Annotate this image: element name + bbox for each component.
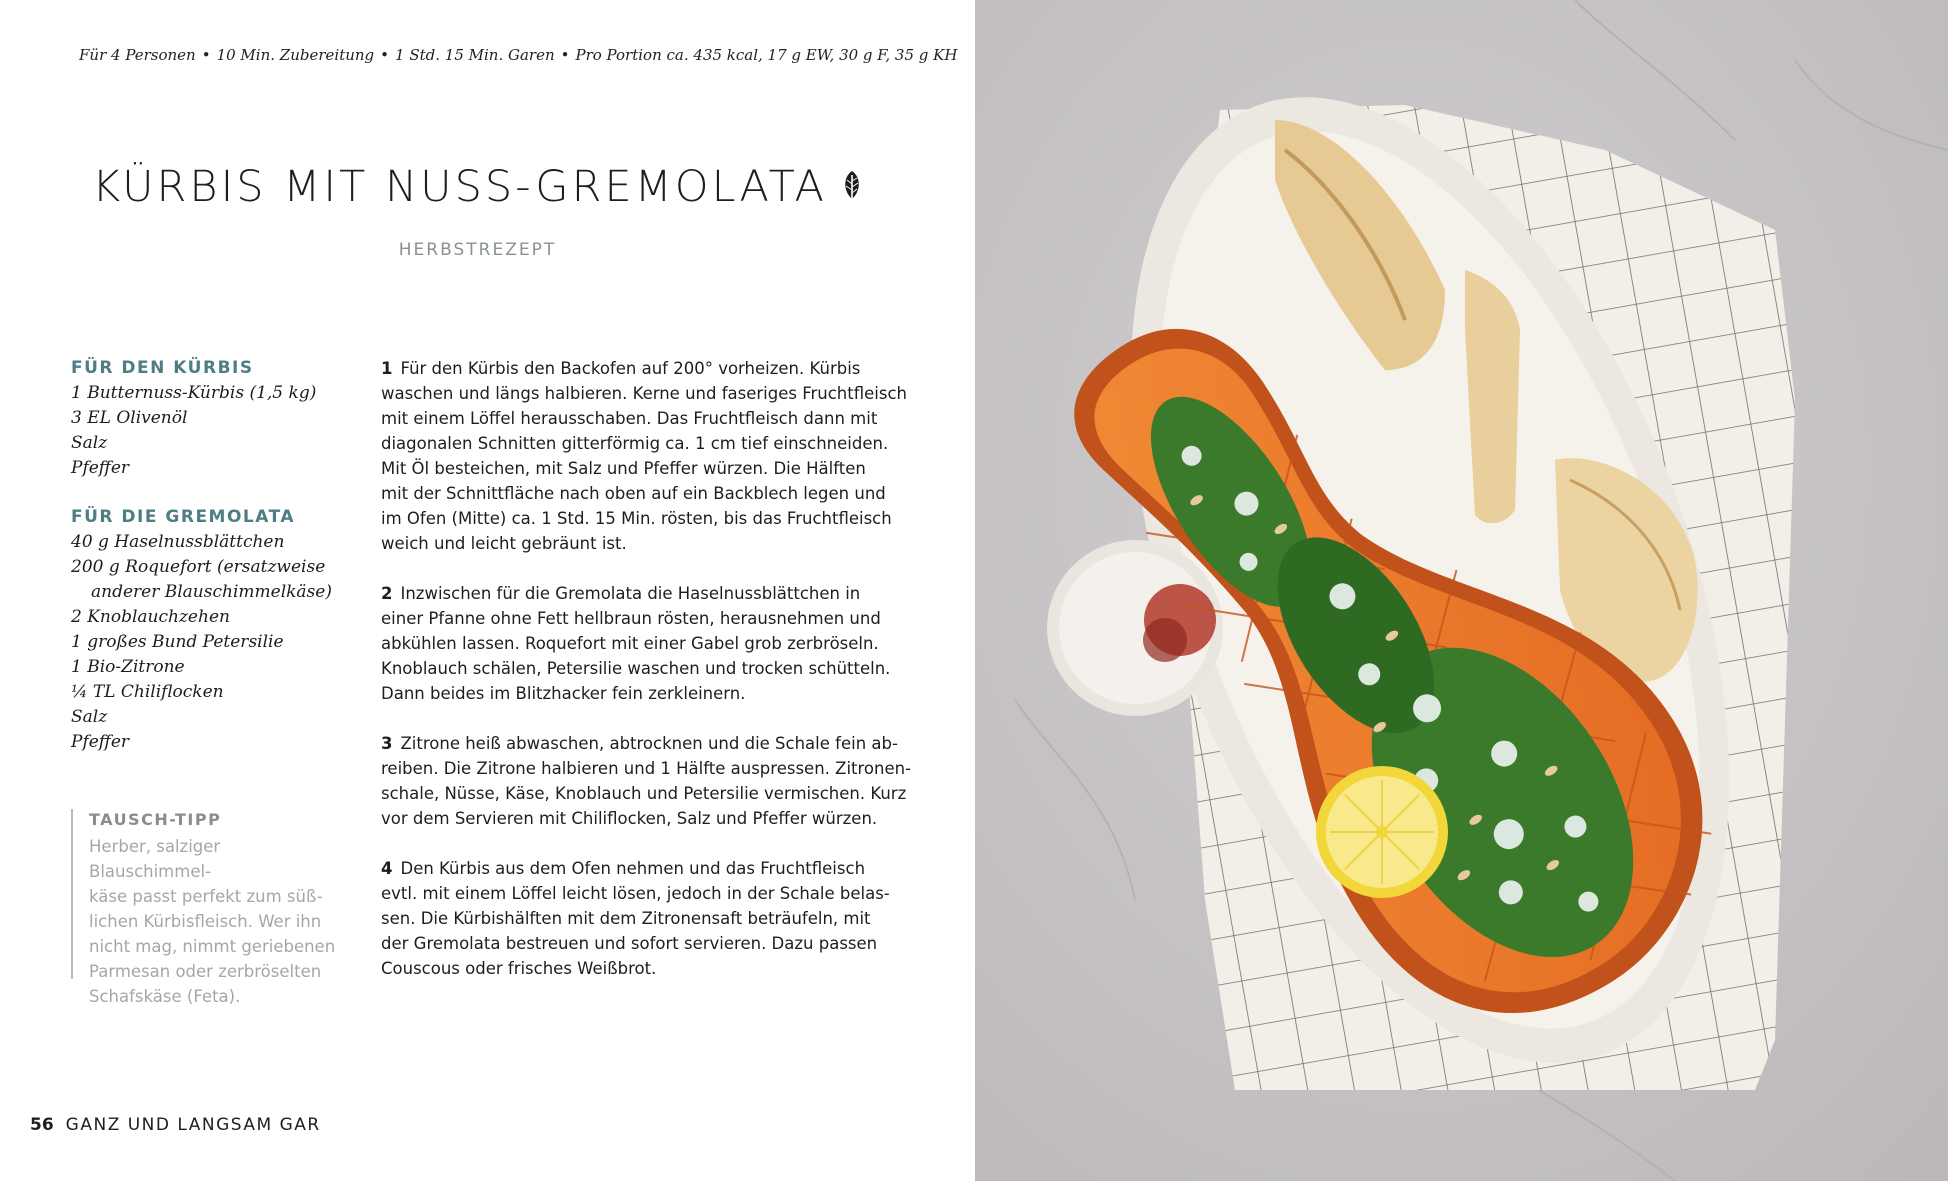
ingredient-item: Salz: [71, 433, 108, 453]
step-line: der Gremolata bestreuen und sofort servieren. Dazu passen: [381, 934, 878, 953]
ingredients-heading-pumpkin: FÜR DEN KÜRBIS: [71, 358, 254, 378]
step-line: einer Pfanne ohne Fett hellbraun rösten, herausnehmen und: [381, 609, 881, 628]
ingredient-item: 3 EL Olivenöl: [71, 408, 188, 428]
ingredient-item: 1 Bio-Zitrone: [71, 657, 185, 677]
tip-line: lichen Kürbisfleisch. Wer ihn: [89, 912, 322, 931]
tip-line: nicht mag, nimmt geriebenen: [89, 937, 336, 956]
ingredients-heading-gremolata: FÜR DIE GREMOLATA: [71, 507, 296, 527]
servings: Für 4 Personen: [79, 46, 196, 64]
ingredient-item: ¼ TL Chiliflocken: [71, 682, 224, 702]
food-illustration: [975, 0, 1948, 1181]
step-line: mit einem Löffel herausschaben. Das Fruchtfleisch dann mit: [381, 409, 878, 428]
step-line: im Ofen (Mitte) ca. 1 Std. 15 Min. rösten, bis das Fruchtfleisch: [381, 509, 892, 528]
recipe-subtitle: HERBSTREZEPT: [398, 240, 557, 260]
step-number: 4: [381, 859, 393, 878]
section-title: GANZ UND LANGSAM GAR: [65, 1115, 321, 1135]
step-line: Den Kürbis aus dem Ofen nehmen und das Fruchtfleisch: [400, 859, 866, 878]
step-4: [381, 856, 901, 981]
tip-line: Herber, salziger Blauschimmel-: [89, 837, 221, 881]
tip-line: käse passt perfekt zum süß-: [89, 887, 323, 906]
swap-tip-box: [71, 809, 341, 1006]
step-line: Couscous oder frisches Weißbrot.: [381, 959, 657, 978]
ingredient-item: 1 Butternuss-Kürbis (1,5 kg): [71, 383, 317, 403]
lemon-half: [1316, 766, 1448, 898]
step-number: 1: [381, 359, 393, 378]
ingredients-list-pumpkin: [71, 381, 361, 481]
ingredient-item: Salz: [71, 707, 108, 727]
ingredient-item: 40 g Haselnussblättchen: [71, 532, 285, 552]
separator-dot: •: [380, 46, 390, 64]
instructions-column: [381, 356, 912, 1006]
step-line: evtl. mit einem Löffel leicht lösen, jedoch in der Schale belas-: [381, 884, 890, 903]
ingredient-item: 1 großes Bund Petersilie: [71, 632, 284, 652]
step-number: 3: [381, 734, 393, 753]
step-1: [381, 356, 907, 556]
page-footer: [30, 1115, 321, 1135]
step-line: Zitrone heiß abwaschen, abtrocknen und die Schale fein ab-: [400, 734, 898, 753]
step-line: abkühlen lassen. Roquefort mit einer Gabel grob zerbröseln.: [381, 634, 879, 653]
step-line: Dann beides im Blitzhacker fein zerkleinern.: [381, 684, 746, 703]
step-line: sen. Die Kürbishälften mit dem Zitronensaft beträufeln, mit: [381, 909, 871, 928]
step-line: Inzwischen für die Gremolata die Haselnussblättchen in: [400, 584, 861, 603]
food-photo: [975, 0, 1948, 1181]
step-line: vor dem Servieren mit Chiliflocken, Salz und Pfeffer würzen.: [381, 809, 878, 828]
nutrition: Pro Portion ca. 435 kcal, 17 g EW, 30 g F, 35 g KH: [575, 46, 958, 64]
step-3: [381, 731, 912, 831]
ingredient-item: 2 Knoblauchzehen: [71, 607, 230, 627]
tip-line: Parmesan oder zerbröselten: [89, 962, 322, 981]
page-number: 56: [30, 1115, 54, 1135]
ingredient-item: anderer Blauschimmelkäse): [91, 582, 332, 602]
prep-time: 10 Min. Zubereitung: [216, 46, 375, 64]
step-line: Knoblauch schälen, Petersilie waschen und trocken schütteln.: [381, 659, 891, 678]
chili-bowl: [1047, 540, 1223, 716]
tip-line: Schafskäse (Feta).: [89, 987, 241, 1006]
step-line: schale, Nüsse, Käse, Knoblauch und Petersilie vermischen. Kurz: [381, 784, 907, 803]
ingredients-list-gremolata: [71, 530, 361, 755]
step-line: waschen und längs halbieren. Kerne und faseriges Fruchtfleisch: [381, 384, 907, 403]
recipe-title-row: [0, 162, 955, 212]
step-number: 2: [381, 584, 393, 603]
recipe-meta: [79, 46, 958, 64]
separator-dot: •: [201, 46, 211, 64]
cook-time: 1 Std. 15 Min. Garen: [395, 46, 555, 64]
step-line: mit der Schnittfläche nach oben auf ein Backblech legen und: [381, 484, 886, 503]
ingredient-item: Pfeffer: [71, 458, 130, 478]
tip-text: [89, 834, 341, 1009]
step-line: Für den Kürbis den Backofen auf 200° vorheizen. Kürbis: [400, 359, 861, 378]
separator-dot: •: [560, 46, 570, 64]
ingredient-item: 200 g Roquefort (ersatzweise: [71, 557, 326, 577]
recipe-title: KÜRBIS MIT NUSS-GREMOLATA: [92, 162, 827, 212]
leaf-icon: [841, 166, 863, 202]
ingredient-item: Pfeffer: [71, 732, 130, 752]
step-2: [381, 581, 901, 706]
step-line: Mit Öl besteichen, mit Salz und Pfeffer würzen. Die Hälften: [381, 459, 866, 478]
step-line: weich und leicht gebräunt ist.: [381, 534, 627, 553]
step-line: diagonalen Schnitten gitterförmig ca. 1 cm tief einschneiden.: [381, 434, 889, 453]
tip-heading: TAUSCH-TIPP: [89, 810, 222, 829]
step-line: reiben. Die Zitrone halbieren und 1 Hälfte auspressen. Zitronen-: [381, 759, 912, 778]
ingredients-column: [71, 356, 361, 779]
